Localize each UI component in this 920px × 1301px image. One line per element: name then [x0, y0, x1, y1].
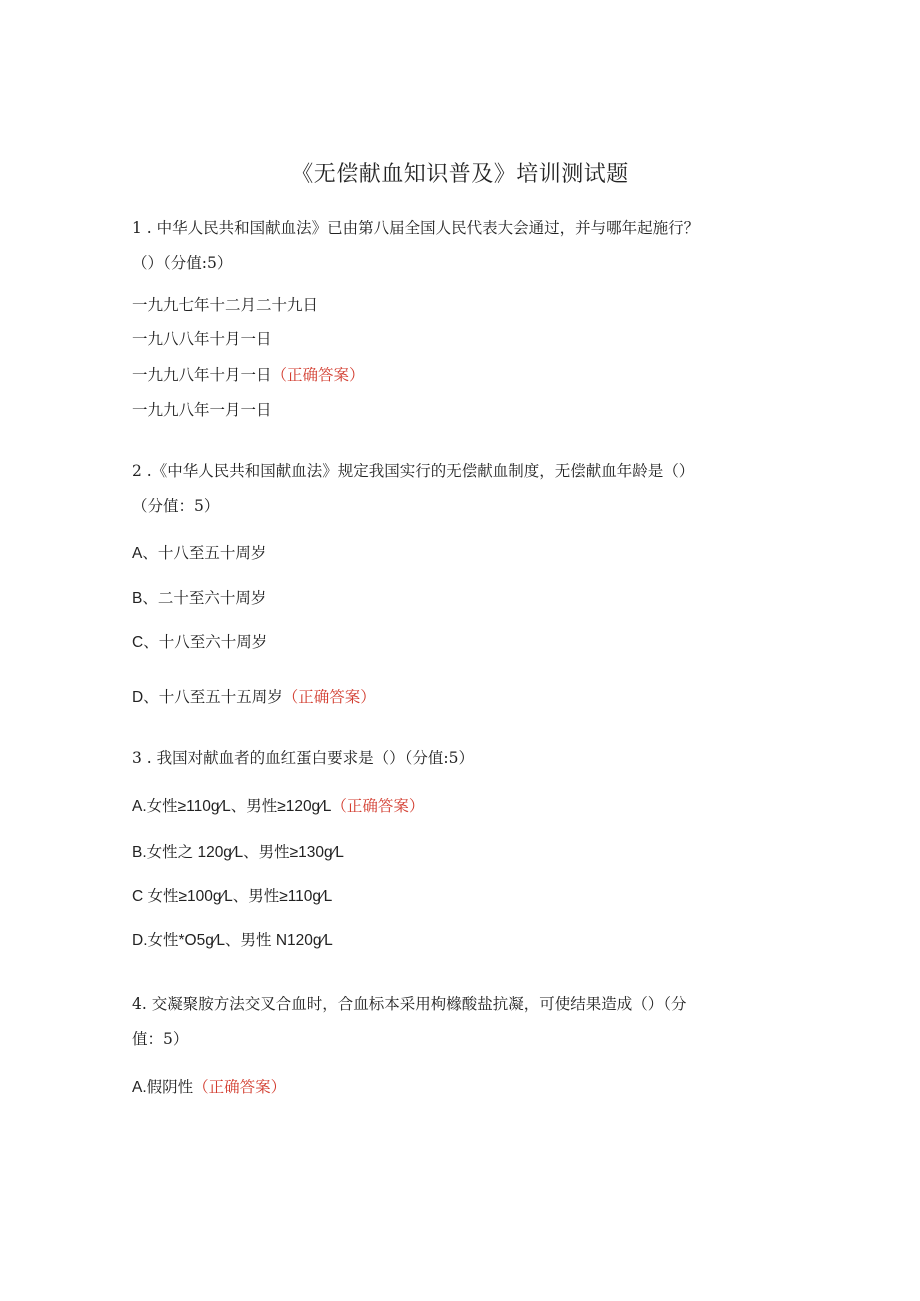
document-title: 《无偿献血知识普及》培训测试题	[291, 162, 629, 187]
question-3-option-a	[132, 796, 424, 818]
option-text: A.假阴性	[132, 1079, 194, 1096]
question-2-option-d	[132, 687, 376, 709]
question-3-text: 3 . 我国对献血者的血红蛋白要求是（）（分值:5）	[132, 749, 474, 767]
question-2-option-a: A、十八至五十周岁	[132, 545, 267, 562]
question-1-option-2: 一九八八年十月一日	[132, 330, 272, 348]
correct-answer-tag: （正确答案）	[271, 366, 365, 384]
correct-answer-tag: （正确答案）	[193, 1079, 287, 1096]
question-4-text: 4. 交凝聚胺方法交叉合血时，合血标本采用枸橼酸盐抗凝，可使结果造成（）（分	[132, 995, 687, 1013]
question-2-text: 2 .《中华人民共和国献血法》规定我国实行的无偿献血制度，无偿献血年龄是（）	[132, 462, 695, 480]
option-text: 一九九八年十月一日	[132, 366, 272, 384]
question-4-score: 值：5）	[132, 1030, 189, 1048]
option-text: D、十八至五十五周岁	[132, 689, 283, 706]
question-3-option-b: B.女性之 120g∕L、男性≥130g∕L	[132, 844, 344, 861]
option-text: A.女性≥110g∕L、男性≥120g∕L	[132, 798, 332, 815]
correct-answer-tag: （正确答案）	[331, 798, 425, 815]
question-4-option-a	[132, 1077, 286, 1099]
question-1-option-4: 一九九八年一月一日	[132, 401, 272, 419]
question-1-text: 1 . 中华人民共和国献血法》已由第八届全国人民代表大会通过，并与哪年起施行？	[132, 219, 700, 237]
question-2-score: （分值：5）	[132, 497, 220, 515]
question-1-score: （）（分值:5）	[132, 254, 233, 272]
question-3-option-d: D.女性*O5g∕L、男性 N120g∕L	[132, 932, 333, 949]
question-2-option-b: B、二十至六十周岁	[132, 590, 267, 607]
correct-answer-tag: （正确答案）	[282, 689, 376, 706]
question-1-option-1: 一九九七年十二月二十九日	[132, 296, 319, 314]
question-1-option-3	[132, 364, 365, 386]
question-3-option-c: C 女性≥100g∕L、男性≥110g∕L	[132, 888, 333, 905]
question-2-option-c: C、十八至六十周岁	[132, 634, 268, 651]
